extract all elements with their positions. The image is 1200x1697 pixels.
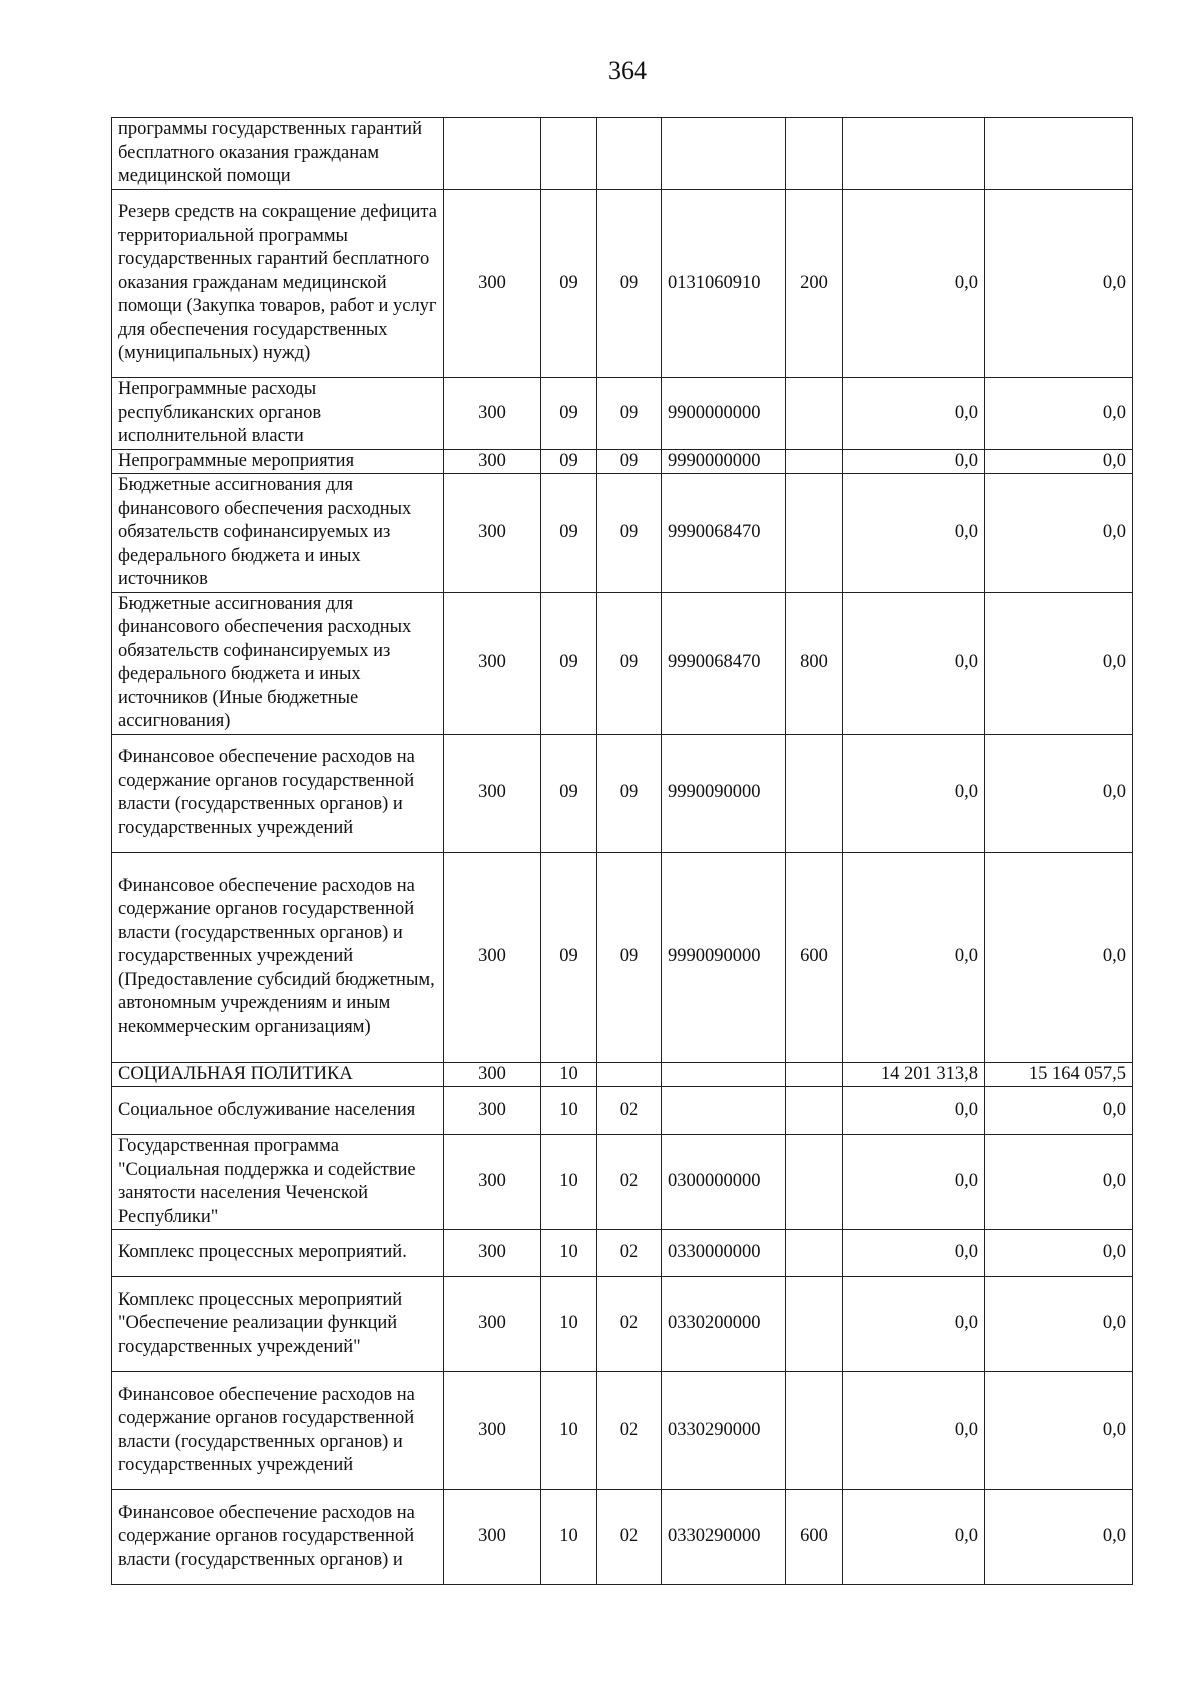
- row-subsection-code: 09: [597, 474, 662, 593]
- row-amount-year-1: 0,0: [843, 1135, 985, 1230]
- row-expense-kind: [786, 1135, 843, 1230]
- row-name: Финансовое обеспечение расходов на содержание органов государственной власти (государственных органов) и государственных учреждений: [112, 734, 444, 852]
- row-subsection-code: 02: [597, 1087, 662, 1135]
- row-section-code: 09: [541, 190, 597, 378]
- row-subsection-code: 09: [597, 852, 662, 1062]
- row-name: Финансовое обеспечение расходов на содержание органов государственной власти (государственных органов) и государственных учреждений: [112, 1372, 444, 1490]
- row-target-code: 0330290000: [662, 1372, 786, 1490]
- row-amount-year-2: 0,0: [985, 1277, 1133, 1372]
- row-expense-kind: [786, 118, 843, 190]
- row-expense-kind: [786, 1230, 843, 1277]
- row-amount-year-2: 15 164 057,5: [985, 1062, 1133, 1087]
- row-amount-year-2: 0,0: [985, 1230, 1133, 1277]
- row-expense-kind: 600: [786, 852, 843, 1062]
- row-amount-year-1: 0,0: [843, 1230, 985, 1277]
- row-section-code: 09: [541, 474, 597, 593]
- table-row: [112, 1490, 1133, 1585]
- row-amount-year-1: 0,0: [843, 1277, 985, 1372]
- row-amount-year-2: 0,0: [985, 1087, 1133, 1135]
- row-section-code: [541, 118, 597, 190]
- row-target-code: 0300000000: [662, 1135, 786, 1230]
- row-section-code: 09: [541, 734, 597, 852]
- row-name: Комплекс процессных мероприятий "Обеспечение реализации функций государственных учреждений": [112, 1277, 444, 1372]
- row-section-code: 10: [541, 1135, 597, 1230]
- row-subsection-code: 02: [597, 1490, 662, 1585]
- row-expense-kind: 600: [786, 1490, 843, 1585]
- row-expense-kind: [786, 1277, 843, 1372]
- row-section-code: 10: [541, 1490, 597, 1585]
- row-section-code: 09: [541, 449, 597, 474]
- page-number: 364: [608, 56, 647, 85]
- row-target-code: [662, 1062, 786, 1087]
- row-admin-code: 300: [444, 190, 541, 378]
- row-amount-year-2: 0,0: [985, 378, 1133, 450]
- row-subsection-code: 02: [597, 1277, 662, 1372]
- row-admin-code: 300: [444, 734, 541, 852]
- row-expense-kind: [786, 1087, 843, 1135]
- row-name: Резерв средств на сокращение дефицита территориальной программы государственных гарантий бесплатного оказания гражданам медицинской помощи (Закупка товаров, работ и услуг для обеспечения государственных (муниципальных) нужд): [112, 190, 444, 378]
- row-amount-year-2: 0,0: [985, 1490, 1133, 1585]
- row-subsection-code: 09: [597, 190, 662, 378]
- row-subsection-code: 09: [597, 449, 662, 474]
- table-row: [112, 852, 1133, 1062]
- table-row: [112, 378, 1133, 450]
- row-target-code: 0330200000: [662, 1277, 786, 1372]
- row-admin-code: 300: [444, 449, 541, 474]
- row-section-code: 10: [541, 1372, 597, 1490]
- row-amount-year-1: 0,0: [843, 592, 985, 734]
- row-amount-year-2: 0,0: [985, 1135, 1133, 1230]
- row-target-code: 9990090000: [662, 734, 786, 852]
- row-expense-kind: [786, 474, 843, 593]
- row-target-code: 0330290000: [662, 1490, 786, 1585]
- table-row: [112, 1372, 1133, 1490]
- row-section-code: 10: [541, 1062, 597, 1087]
- row-subsection-code: 02: [597, 1230, 662, 1277]
- table-row: [112, 190, 1133, 378]
- row-name: Финансовое обеспечение расходов на содержание органов государственной власти (государственных органов) и государственных учреждений (Предоставление субсидий бюджетным, автономным учреждениям и иным некоммерческим организациям): [112, 852, 444, 1062]
- row-amount-year-2: 0,0: [985, 474, 1133, 593]
- row-subsection-code: 02: [597, 1372, 662, 1490]
- row-name: Социальное обслуживание населения: [112, 1087, 444, 1135]
- row-amount-year-1: 0,0: [843, 734, 985, 852]
- row-admin-code: [444, 118, 541, 190]
- row-name: Бюджетные ассигнования для финансового обеспечения расходных обязательств софинансируемых из федерального бюджета и иных источников (Иные бюджетные ассигнования): [112, 592, 444, 734]
- table-row: [112, 1062, 1133, 1087]
- row-target-code: 9990068470: [662, 474, 786, 593]
- row-amount-year-1: 0,0: [843, 1490, 985, 1585]
- table-row: [112, 1135, 1133, 1230]
- row-expense-kind: 200: [786, 190, 843, 378]
- row-expense-kind: [786, 449, 843, 474]
- row-name: Непрограммные расходы республиканских органов исполнительной власти: [112, 378, 444, 450]
- row-subsection-code: 02: [597, 1135, 662, 1230]
- row-admin-code: 300: [444, 1490, 541, 1585]
- row-section-code: 10: [541, 1230, 597, 1277]
- row-amount-year-1: 0,0: [843, 1372, 985, 1490]
- row-name: программы государственных гарантий бесплатного оказания гражданам медицинской помощи: [112, 118, 444, 190]
- table-row: [112, 1230, 1133, 1277]
- row-amount-year-1: 0,0: [843, 378, 985, 450]
- row-admin-code: 300: [444, 852, 541, 1062]
- row-target-code: 9990068470: [662, 592, 786, 734]
- row-subsection-code: [597, 118, 662, 190]
- row-admin-code: 300: [444, 474, 541, 593]
- row-amount-year-1: 0,0: [843, 852, 985, 1062]
- row-target-code: [662, 1087, 786, 1135]
- row-name: СОЦИАЛЬНАЯ ПОЛИТИКА: [112, 1062, 444, 1087]
- row-amount-year-2: 0,0: [985, 852, 1133, 1062]
- row-admin-code: 300: [444, 1372, 541, 1490]
- row-target-code: 9900000000: [662, 378, 786, 450]
- row-amount-year-1: 0,0: [843, 1087, 985, 1135]
- row-target-code: 9990000000: [662, 449, 786, 474]
- row-amount-year-1: [843, 118, 985, 190]
- row-amount-year-2: 0,0: [985, 449, 1133, 474]
- table-row: [112, 1087, 1133, 1135]
- table-row: [112, 734, 1133, 852]
- row-expense-kind: [786, 1062, 843, 1087]
- row-section-code: 09: [541, 378, 597, 450]
- row-name: Непрограммные мероприятия: [112, 449, 444, 474]
- table-row: [112, 118, 1133, 190]
- row-section-code: 09: [541, 852, 597, 1062]
- table-row: [112, 1277, 1133, 1372]
- row-section-code: 10: [541, 1087, 597, 1135]
- row-target-code: 0330000000: [662, 1230, 786, 1277]
- row-expense-kind: [786, 734, 843, 852]
- row-amount-year-1: 0,0: [843, 474, 985, 593]
- row-name: Финансовое обеспечение расходов на содержание органов государственной власти (государственных органов) и: [112, 1490, 444, 1585]
- row-admin-code: 300: [444, 378, 541, 450]
- row-subsection-code: 09: [597, 592, 662, 734]
- row-amount-year-2: 0,0: [985, 1372, 1133, 1490]
- row-section-code: 09: [541, 592, 597, 734]
- row-expense-kind: [786, 1372, 843, 1490]
- row-admin-code: 300: [444, 1087, 541, 1135]
- row-expense-kind: [786, 378, 843, 450]
- row-admin-code: 300: [444, 1062, 541, 1087]
- row-section-code: 10: [541, 1277, 597, 1372]
- row-admin-code: 300: [444, 1230, 541, 1277]
- row-name: Государственная программа "Социальная поддержка и содействие занятости населения Чеченской Республики": [112, 1135, 444, 1230]
- row-admin-code: 300: [444, 1135, 541, 1230]
- row-subsection-code: 09: [597, 734, 662, 852]
- row-amount-year-2: 0,0: [985, 190, 1133, 378]
- table-row: [112, 474, 1133, 593]
- row-target-code: 0131060910: [662, 190, 786, 378]
- row-amount-year-1: 0,0: [843, 190, 985, 378]
- row-subsection-code: [597, 1062, 662, 1087]
- budget-table: [111, 117, 1133, 1585]
- row-name: Бюджетные ассигнования для финансового обеспечения расходных обязательств софинансируемых из федерального бюджета и иных источников: [112, 474, 444, 593]
- row-amount-year-2: 0,0: [985, 592, 1133, 734]
- row-subsection-code: 09: [597, 378, 662, 450]
- row-admin-code: 300: [444, 592, 541, 734]
- row-amount-year-2: [985, 118, 1133, 190]
- row-expense-kind: 800: [786, 592, 843, 734]
- table-row: [112, 449, 1133, 474]
- row-name: Комплекс процессных мероприятий.: [112, 1230, 444, 1277]
- row-amount-year-2: 0,0: [985, 734, 1133, 852]
- row-target-code: 9990090000: [662, 852, 786, 1062]
- row-target-code: [662, 118, 786, 190]
- row-admin-code: 300: [444, 1277, 541, 1372]
- table-row: [112, 592, 1133, 734]
- row-amount-year-1: 0,0: [843, 449, 985, 474]
- row-amount-year-1: 14 201 313,8: [843, 1062, 985, 1087]
